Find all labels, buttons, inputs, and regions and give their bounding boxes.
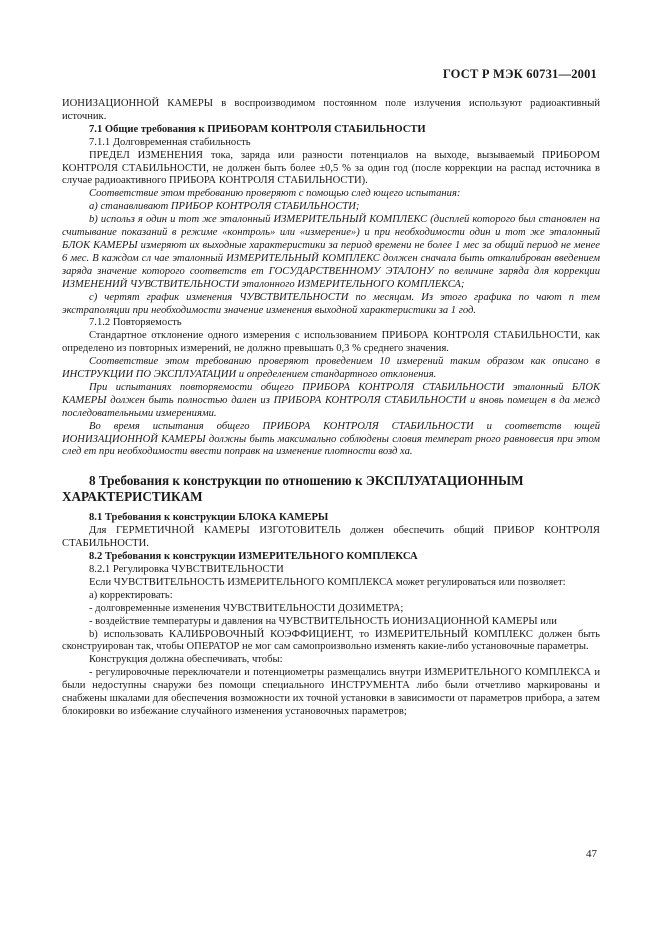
paragraph: Если ЧУВСТВИТЕЛЬНОСТЬ ИЗМЕРИТЕЛЬНОГО КОМПЛЕКСА может регулироваться или позволяет:: [89, 576, 566, 588]
subsection-heading: 8.2 Требования к конструкции ИЗМЕРИТЕЛЬНОГО КОМПЛЕКСА: [89, 551, 418, 563]
paragraph: Стандартное отклонение одного измерения с использованием ПРИБОРА КОНТРОЛЯ СТАБИЛЬНОСТИ, как определено из повторных измерений, не должно превышать 0,3 % среднего значения.: [62, 330, 600, 355]
page-number: 47: [586, 848, 597, 860]
test-step: а) станавливают ПРИБОР КОНТРОЛЯ СТАБИЛЬНОСТИ;: [89, 201, 360, 213]
test-step: с) чертят график изменения ЧУВСТВИТЕЛЬНОСТИ по месяцам. Из этого графика по чают п тем экстраполяции при необходимости значение изменения выходной характеристики за 1 год.: [62, 291, 600, 316]
list-item: - регулировочные переключатели и потенциометры размещались внутри ИЗМЕРИТЕЛЬНОГО КОМПЛЕКСА и были недоступны снаружи без помощи специального ИНСТРУМЕНТА либо были отчетливо маркированы и снабжены шкалами для обеспечения возможности их точной установки в зависимости от параметров прибора, а затем блокировки во избежание случайного изменения установочных параметров;: [62, 667, 600, 717]
list-item: а) корректировать:: [89, 589, 173, 601]
paragraph: ПРЕДЕЛ ИЗМЕНЕНИЯ тока, заряда или разности потенциалов на выходе, вызываемый ПРИБОРОМ КОНТРОЛЯ СТАБИЛЬНОСТИ, не должен быть более ±0,5 % за один год (после коррекции на распад источника в случае радиоактивного ПРИБОРА КОНТРОЛЯ СТАБИЛЬНОСТИ).: [62, 149, 600, 187]
list-item: - воздействие температуры и давления на ЧУВСТВИТЕЛЬНОСТЬ ИОНИЗАЦИОННОЙ КАМЕРЫ или: [89, 615, 557, 627]
clause-heading: 7.1.2 Повторяемость: [89, 317, 182, 329]
subsection-heading: 7.1 Общие требования к ПРИБОРАМ КОНТРОЛЯ СТАБИЛЬНОСТИ: [89, 123, 426, 135]
document-body: [62, 98, 600, 719]
subsection-heading: 8.1 Требования к конструкции БЛОКА КАМЕРЫ: [89, 512, 329, 524]
section-heading: 8 Требования к конструкции по отношению к ЭКСПЛУАТАЦИОННЫМ ХАРАКТЕРИСТИКАМ: [62, 473, 524, 504]
test-paragraph: При испытаниях повторяемости общего ПРИБОРА КОНТРОЛЯ СТАБИЛЬНОСТИ эталонный БЛОК КАМЕРЫ должен быть полностью дален из ПРИБОРА КОНТРОЛЯ СТАБИЛЬНОСТИ и вновь помещен в да межд последовательными измерениями.: [62, 381, 600, 419]
test-paragraph: Соответствие этом требованию проверяют проведением 10 измерений таким образом как описано в ИНСТРУКЦИИ ПО ЭКСПЛУАТАЦИИ и определением стандартного отклонения.: [62, 356, 600, 381]
paragraph: Для ГЕРМЕТИЧНОЙ КАМЕРЫ ИЗГОТОВИТЕЛЬ должен обеспечить общий ПРИБОР КОНТРОЛЯ СТАБИЛЬНОСТИ.: [62, 525, 600, 550]
list-item: - долговременные изменения ЧУВСТВИТЕЛЬНОСТИ ДОЗИМЕТРА;: [89, 602, 404, 614]
test-paragraph: Соответствие этом требованию проверяют с помощью след ющего испытания:: [89, 188, 461, 200]
clause-heading: 8.2.1 Регулировка ЧУВСТВИТЕЛЬНОСТИ: [89, 564, 284, 575]
standard-header: ГОСТ Р МЭК 60731—2001: [442, 67, 597, 81]
paragraph: Конструкция должна обеспечивать, чтобы:: [89, 654, 283, 666]
clause-heading: 7.1.1 Долговременная стабильность: [89, 136, 251, 148]
list-item: b) использовать КАЛИБРОВОЧНЫЙ КОЭФФИЦИЕНТ, то ИЗМЕРИТЕЛЬНЫЙ КОМПЛЕКС должен быть сконструирован так, чтобы ОПЕРАТОР не мог сам самопроизвольно изменять какие-либо установочные параметры.: [62, 628, 600, 653]
paragraph: ИОНИЗАЦИОННОЙ КАМЕРЫ в воспроизводимом постоянном поле излучения используют радиоактивный источник.: [62, 98, 600, 122]
test-paragraph: Во время испытания общего ПРИБОРА КОНТРОЛЯ СТАБИЛЬНОСТИ и соответств ющей ИОНИЗАЦИОННОЙ КАМЕРЫ должны быть максимально соблюдены словия температ рного равновесия при этом след ет при необходимости ввести поправк на изменение плотности возд ха.: [62, 420, 600, 458]
test-step: b) использ я один и тот же эталонный ИЗМЕРИТЕЛЬНЫЙ КОМПЛЕКС (дисплей которого был становлен на считывание показаний в режиме «контроль» или «измерение») и при необходимости один и тот же эталонный БЛОК КАМЕРЫ измеряют их выходные характеристики за период времени не более 1 мес за общий период не менее 6 мес. В каждом сл чае эталонный ИЗМЕРИТЕЛЬНЫЙ КОМПЛЕКС должен сначала быть откалиброван введением заряда значение которого соответств ет ГОСУДАРСТВЕННОМУ ЭТАЛОНУ по величине заряда для коррекции ИЗМЕНЕНИЙ ЧУВСТВИТЕЛЬНОСТИ эталонного ИЗМЕРИТЕЛЬНОГО КОМПЛЕКСА;: [62, 214, 600, 290]
